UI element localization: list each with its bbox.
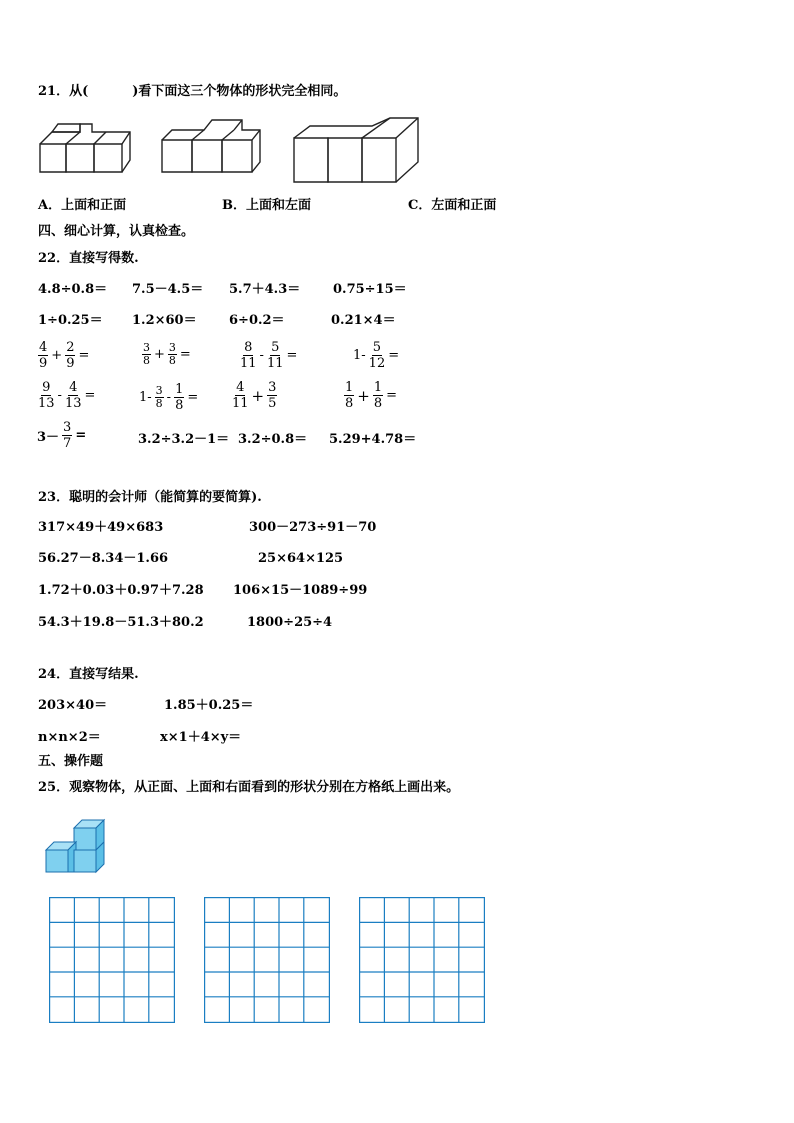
q23-expr-4: 25×64×125 [258,551,344,566]
q22-r3-c1: 4 9 + $\frac{2}{9}$ = [39,340,90,371]
section-4-heading: 四、细心计算，认真检查。 [38,224,195,239]
q25-grid-top[interactable] [204,897,330,1023]
section-5-heading: 五、操作题 [38,754,104,769]
q21-option-b[interactable]: B．上面和左面 [222,198,311,213]
q24-item-1: 203×40＝ [38,698,108,713]
q22-r1-c3: 5.7＋4.3＝ [229,282,301,297]
q24-item-2: 1.85＋0.25＝ [164,698,254,713]
q22-r1-c1: 4.8÷0.8＝ [38,282,108,297]
q23-expr-8: 1800÷25÷4 [247,615,333,630]
q22-r3-c3: 8 11 - $\frac{5}{11}$ = [240,340,298,371]
q23-expr-1: 317×49＋49×683 [38,520,164,535]
q22-r3-c4: 1- $\frac{5}{12}$ = [353,340,400,371]
q24-item-4: x×1＋4×y＝ [160,730,242,745]
q22-r5-c4: 5.29+4.78＝ [329,432,417,447]
q21-stem: 21．从( )看下面这三个物体的形状完全相同。 [38,84,347,99]
q22-r5-c2: 3.2÷3.2－1＝ [138,432,230,447]
q23-expr-5: 1.72＋0.03＋0.97＋7.28 [38,583,204,598]
q21-option-a[interactable]: A．上面和正面 [38,198,127,213]
q25-title: 25．观察物体，从正面、上面和右面看到的形状分别在方格纸上画出来。 [38,780,460,795]
q23-title: 23．聪明的会计师（能简算的要简算). [38,490,262,505]
q23-expr-6: 106×15－1089÷99 [233,583,368,598]
q23-expr-2: 300－273÷91－70 [249,520,377,535]
q23-expr-3: 56.27－8.34－1.66 [38,551,169,566]
q22-r4-c3: 4 11 + $\frac{3}{5}$ [232,380,277,411]
q22-r2-c1: 1÷0.25＝ [38,313,103,328]
q24-title: 24．直接写结果. [38,667,139,682]
q22-r2-c3: 6÷0.2＝ [229,313,285,328]
q22-r5-c1: 3－ $\frac{3}{7}$ = [37,420,87,451]
q21-option-c[interactable]: C．左面和正面 [408,198,497,213]
q22-r2-c4: 0.21×4＝ [331,313,396,328]
q22-r3-c2: 3 8 + $\frac{3}{8}$ = [143,341,191,367]
q22-r4-c2: 1- 3 8 - $\frac{1}{8}$ = [139,382,199,413]
q25-grid-front[interactable] [49,897,175,1023]
q22-title: 22．直接写得数. [38,251,139,266]
q24-item-3: n×n×2＝ [38,730,101,745]
q22-r5-c3: 3.2÷0.8＝ [238,432,308,447]
q22-r4-c4: 1 8 + $\frac{1}{8}$ = [345,380,398,411]
q23-expr-7: 54.3＋19.8－51.3＋80.2 [38,615,204,630]
q21-figure-2 [160,116,264,178]
q22-r2-c2: 1.2×60＝ [132,313,197,328]
q21-figure-3 [290,114,424,186]
q25-cube-figure [44,818,108,880]
q25-grid-right[interactable] [359,897,485,1023]
q22-r4-c1: 9 13 - $\frac{4}{13}$ = [38,380,96,411]
q22-r1-c4: 0.75÷15＝ [333,282,407,297]
q22-r1-c2: 7.5－4.5＝ [132,282,204,297]
q21-figure-1 [36,120,136,178]
